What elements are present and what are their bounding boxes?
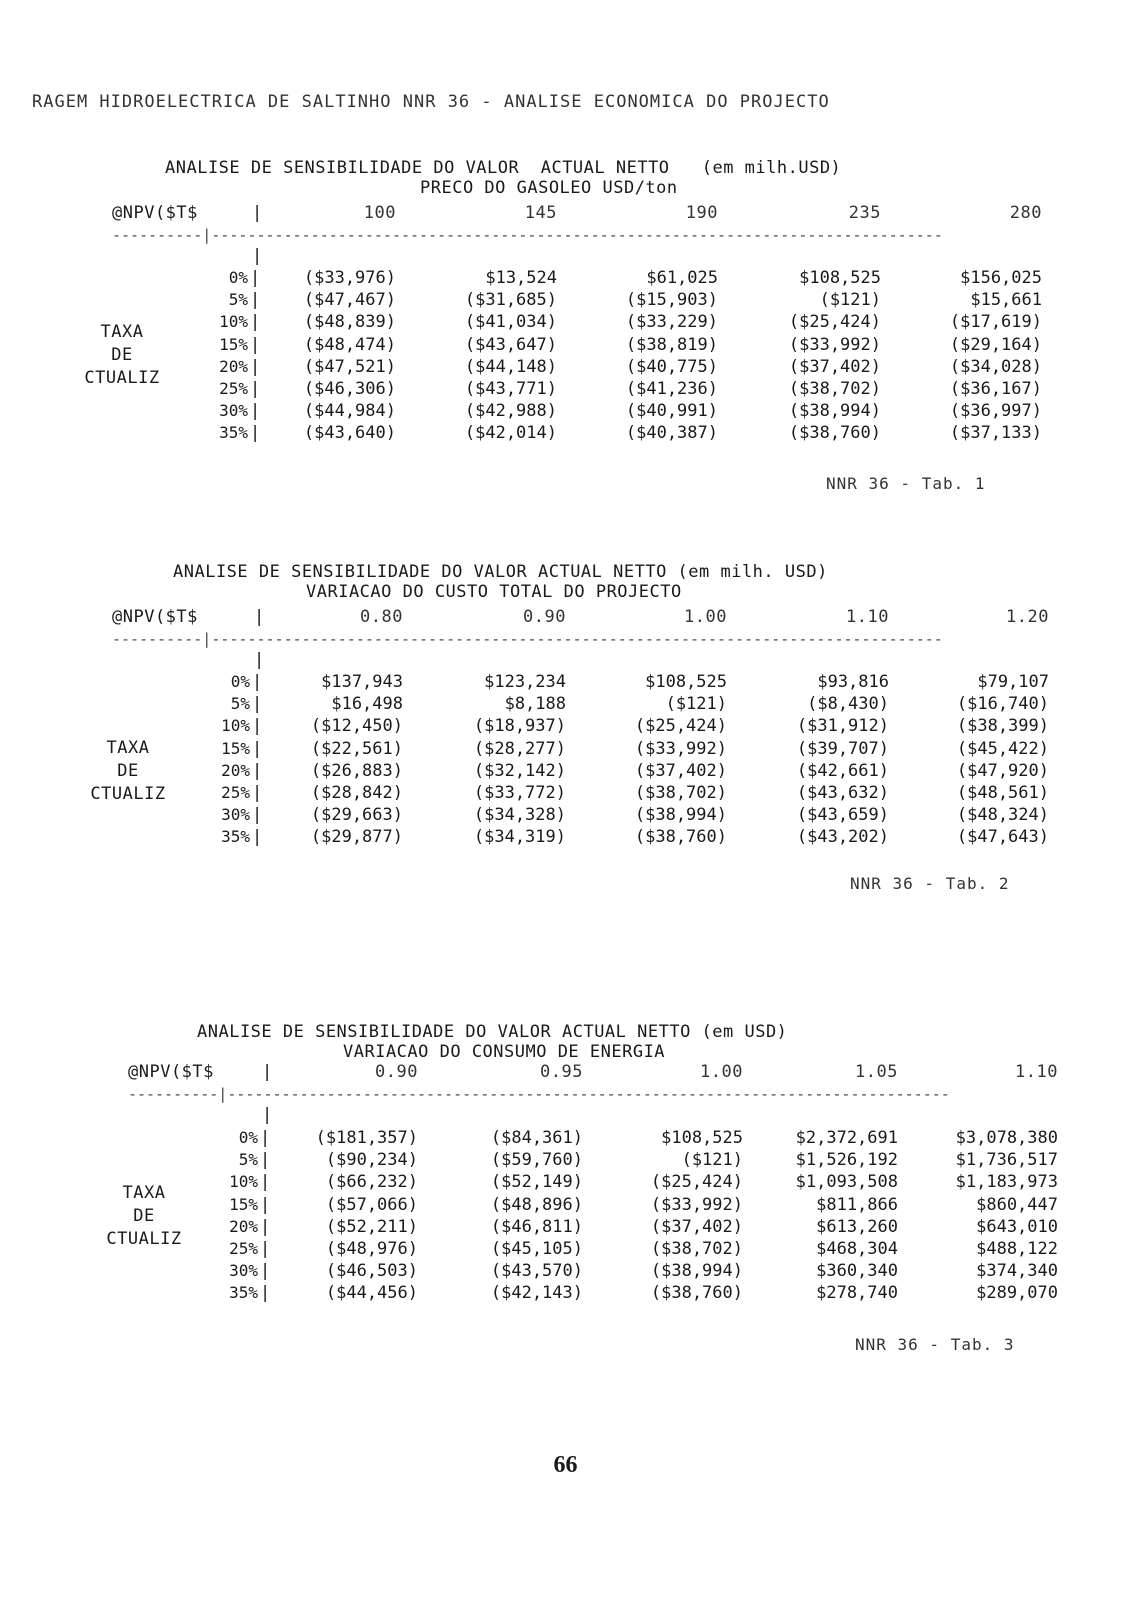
header-separator: |	[254, 607, 265, 627]
table-title: ANALISE DE SENSIBILIDADE DO VALOR ACTUAL NETTO (em milh.USD)	[165, 158, 842, 178]
rate-separator: |	[260, 1172, 271, 1193]
table-cell: $360,340	[816, 1261, 898, 1282]
rate-label: 15%	[221, 738, 250, 758]
side-label: CTUALIZ	[106, 1229, 182, 1249]
table-footer: NNR 36 - Tab. 1	[826, 474, 986, 493]
side-label: DE	[111, 345, 133, 365]
rate-separator: |	[250, 423, 261, 444]
rate-separator: |	[260, 1261, 271, 1282]
table-cell: ($25,424)	[634, 716, 727, 737]
table-cell: ($33,772)	[473, 783, 566, 803]
column-header: 280	[1009, 203, 1042, 223]
table-cell: ($44,148)	[464, 356, 557, 377]
rate-separator: |	[250, 268, 261, 288]
table-cell: $108,525	[799, 268, 881, 288]
column-header: 0.90	[375, 1062, 418, 1082]
table-cell: $289,070	[976, 1283, 1058, 1304]
table-title: ANALISE DE SENSIBILIDADE DO VALOR ACTUAL NETTO (em milh. USD)	[173, 562, 828, 582]
rate-label: 25%	[221, 783, 250, 802]
rate-label: 5%	[238, 1150, 258, 1170]
side-label: CTUALIZ	[84, 368, 160, 388]
rate-separator: |	[252, 783, 263, 803]
table-title: ANALISE DE SENSIBILIDADE DO VALOR ACTUAL NETTO (em USD)	[197, 1022, 788, 1042]
table-cell: ($34,328)	[473, 805, 566, 826]
table-subtitle: VARIACAO DO CUSTO TOTAL DO PROJECTO	[306, 582, 682, 602]
column-header: 0.80	[360, 607, 403, 627]
column-header: 1.05	[855, 1062, 898, 1082]
rate-label: 0%	[230, 672, 250, 691]
rate-separator: |	[252, 805, 263, 826]
table-cell: ($8,430)	[807, 694, 889, 715]
table-cell: $61,025	[646, 268, 718, 288]
table-cell: ($59,760)	[490, 1150, 583, 1171]
table-cell: ($33,992)	[788, 334, 881, 355]
row-header-label: @NPV($T$	[112, 607, 198, 627]
rate-label: 10%	[229, 1172, 258, 1192]
table-cell: ($38,994)	[634, 805, 727, 826]
side-label: DE	[117, 761, 139, 781]
row-separator: |	[254, 650, 265, 670]
side-label: TAXA	[100, 322, 144, 342]
column-header: 235	[848, 203, 881, 223]
row-separator: |	[262, 1105, 273, 1125]
table-cell: ($84,361)	[490, 1128, 583, 1148]
table-cell: ($47,467)	[303, 290, 396, 311]
rate-label: 15%	[229, 1194, 258, 1214]
table-subtitle: VARIACAO DO CONSUMO DE ENERGIA	[343, 1042, 666, 1062]
table-cell: ($47,521)	[303, 356, 396, 377]
table-cell: $374,340	[976, 1261, 1058, 1282]
column-header: 1.00	[684, 607, 727, 627]
table-cell: ($28,277)	[473, 738, 566, 759]
table-cell: ($43,202)	[796, 827, 889, 848]
table-cell: $8,188	[504, 694, 566, 715]
table-cell: ($48,839)	[303, 312, 396, 333]
table-cell: ($52,211)	[325, 1216, 418, 1237]
column-header: 190	[685, 203, 718, 223]
rate-separator: |	[250, 401, 261, 422]
table-cell: ($38,702)	[788, 379, 881, 399]
rate-separator: |	[250, 379, 261, 399]
table-cell: ($43,632)	[796, 783, 889, 803]
table-cell: ($45,422)	[956, 738, 1049, 759]
header-rule: ----------|--------------------------------------------------------------------------------	[128, 1085, 950, 1103]
column-header: 0.95	[540, 1062, 583, 1082]
table-cell: ($46,811)	[490, 1216, 583, 1237]
table-cell: $1,183,973	[955, 1172, 1058, 1193]
column-header: 100	[363, 203, 396, 223]
rate-label: 35%	[229, 1283, 258, 1303]
table-cell: ($121)	[819, 290, 881, 311]
table-cell: ($29,164)	[949, 334, 1042, 355]
table-cell: $13,524	[485, 268, 557, 288]
table-cell: ($48,561)	[956, 783, 1049, 803]
table-cell: $123,234	[484, 672, 566, 692]
column-header: 145	[524, 203, 557, 223]
table-cell: ($38,994)	[650, 1261, 743, 1282]
table-cell: ($121)	[665, 694, 727, 715]
table-cell: ($29,663)	[310, 805, 403, 826]
rate-label: 5%	[228, 290, 248, 310]
table-cell: $79,107	[977, 672, 1049, 692]
table-cell: ($43,640)	[303, 423, 396, 444]
rate-label: 15%	[219, 334, 248, 354]
table-cell: $137,943	[321, 672, 403, 692]
table-cell: ($38,760)	[634, 827, 727, 848]
table-cell: ($36,167)	[949, 379, 1042, 399]
rate-separator: |	[252, 827, 263, 848]
table-cell: $468,304	[816, 1239, 898, 1259]
table-cell: ($22,561)	[310, 738, 403, 759]
side-label: DE	[133, 1206, 155, 1226]
rate-separator: |	[250, 290, 261, 311]
rate-label: 20%	[219, 356, 248, 376]
rate-label: 20%	[229, 1216, 258, 1236]
table-cell: ($52,149)	[490, 1172, 583, 1193]
table-cell: $15,661	[970, 290, 1042, 311]
table-cell: ($121)	[681, 1150, 743, 1171]
table-footer: NNR 36 - Tab. 2	[850, 874, 1010, 893]
table-cell: $1,736,517	[955, 1150, 1058, 1171]
table-cell: ($31,685)	[464, 290, 557, 311]
table-cell: $93,816	[817, 672, 889, 692]
rate-label: 10%	[219, 312, 248, 332]
table-cell: ($40,991)	[625, 401, 718, 422]
table-cell: ($42,014)	[464, 423, 557, 444]
table-cell: ($44,984)	[303, 401, 396, 422]
table-cell: ($46,503)	[325, 1261, 418, 1282]
table-cell: ($38,702)	[634, 783, 727, 803]
table-cell: ($38,399)	[956, 716, 1049, 737]
table-cell: ($41,236)	[625, 379, 718, 399]
side-label: TAXA	[106, 738, 150, 758]
table-cell: ($43,771)	[464, 379, 557, 399]
table-cell: ($37,402)	[788, 356, 881, 377]
table-cell: ($42,661)	[796, 760, 889, 781]
table-cell: ($34,028)	[949, 356, 1042, 377]
rate-separator: |	[250, 334, 261, 355]
column-header: 0.90	[523, 607, 566, 627]
table-cell: $1,526,192	[795, 1150, 898, 1171]
table-cell: ($37,133)	[949, 423, 1042, 444]
table-cell: ($43,659)	[796, 805, 889, 826]
table-cell: $1,093,508	[795, 1172, 898, 1193]
row-header-label: @NPV($T$	[112, 203, 198, 223]
table-cell: $643,010	[976, 1216, 1058, 1237]
table-cell: $2,372,691	[795, 1128, 898, 1148]
table-cell: ($15,903)	[625, 290, 718, 311]
rate-label: 10%	[221, 716, 250, 736]
table-cell: ($45,105)	[490, 1239, 583, 1259]
rate-separator: |	[260, 1128, 271, 1148]
table-cell: ($47,643)	[956, 827, 1049, 848]
table-cell: ($17,619)	[949, 312, 1042, 333]
rate-separator: |	[252, 716, 263, 737]
rate-separator: |	[252, 672, 263, 692]
table-cell: ($40,775)	[625, 356, 718, 377]
table-cell: ($43,647)	[464, 334, 557, 355]
table-cell: ($26,883)	[310, 760, 403, 781]
table-cell: ($181,357)	[315, 1128, 418, 1148]
table-cell: ($36,997)	[949, 401, 1042, 422]
header-separator: |	[252, 203, 263, 223]
table-cell: ($48,324)	[956, 805, 1049, 826]
table-cell: ($25,424)	[788, 312, 881, 333]
table-cell: ($48,976)	[325, 1239, 418, 1259]
rate-label: 35%	[219, 423, 248, 443]
table-cell: ($66,232)	[325, 1172, 418, 1193]
table-cell: ($33,992)	[634, 738, 727, 759]
table-cell: ($38,760)	[650, 1283, 743, 1304]
table-cell: ($43,570)	[490, 1261, 583, 1282]
table-cell: ($31,912)	[796, 716, 889, 737]
table-cell: ($38,760)	[788, 423, 881, 444]
column-header: 1.10	[1015, 1062, 1058, 1082]
side-label: CTUALIZ	[90, 784, 166, 804]
table-cell: ($46,306)	[303, 379, 396, 399]
rate-label: 30%	[219, 401, 248, 421]
table-subtitle: PRECO DO GASOLEO USD/ton	[420, 178, 678, 198]
table-cell: ($33,976)	[303, 268, 396, 288]
table-cell: ($48,896)	[490, 1194, 583, 1215]
table-cell: ($42,143)	[490, 1283, 583, 1304]
table-cell: $3,078,380	[955, 1128, 1058, 1148]
rate-separator: |	[252, 760, 263, 781]
table-cell: $613,260	[816, 1216, 898, 1237]
table-cell: ($18,937)	[473, 716, 566, 737]
table-cell: $488,122	[976, 1239, 1058, 1259]
rate-separator: |	[250, 312, 261, 333]
table-cell: $108,525	[661, 1128, 743, 1148]
table-cell: ($41,034)	[464, 312, 557, 333]
table-cell: ($28,842)	[310, 783, 403, 803]
table-cell: ($32,142)	[473, 760, 566, 781]
row-separator: |	[252, 246, 263, 266]
table-cell: $278,740	[816, 1283, 898, 1304]
rate-separator: |	[252, 694, 263, 715]
rate-separator: |	[260, 1216, 271, 1237]
rate-separator: |	[260, 1239, 271, 1259]
rate-label: 20%	[221, 760, 250, 780]
table-cell: ($16,740)	[956, 694, 1049, 715]
table-cell: ($38,994)	[788, 401, 881, 422]
header-separator: |	[262, 1062, 273, 1082]
header-rule: ----------|---------------------------------------------------------------------------------	[112, 630, 943, 648]
rate-label: 30%	[221, 805, 250, 825]
table-cell: ($12,450)	[310, 716, 403, 737]
rate-label: 30%	[229, 1261, 258, 1281]
rate-separator: |	[252, 738, 263, 759]
table-cell: ($38,702)	[650, 1239, 743, 1259]
table-cell: $811,866	[816, 1194, 898, 1215]
table-cell: ($33,229)	[625, 312, 718, 333]
side-label: TAXA	[122, 1183, 166, 1203]
table-cell: ($34,319)	[473, 827, 566, 848]
table-cell: ($44,456)	[325, 1283, 418, 1304]
table-cell: ($40,387)	[625, 423, 718, 444]
table-cell: ($47,920)	[956, 760, 1049, 781]
table-footer: NNR 36 - Tab. 3	[855, 1335, 1015, 1354]
table-cell: $860,447	[976, 1194, 1058, 1215]
rate-separator: |	[260, 1283, 271, 1304]
document-header: RAGEM HIDROELECTRICA DE SALTINHO NNR 36 - ANALISE ECONOMICA DO PROJECTO	[32, 92, 830, 112]
table-cell: ($57,066)	[325, 1194, 418, 1215]
rate-separator: |	[260, 1194, 271, 1215]
column-header: 1.10	[846, 607, 889, 627]
table-cell: $156,025	[960, 268, 1042, 288]
rate-separator: |	[250, 356, 261, 377]
table-cell: ($37,402)	[634, 760, 727, 781]
rate-label: 35%	[221, 827, 250, 847]
table-cell: ($90,234)	[325, 1150, 418, 1171]
table-cell: ($33,992)	[650, 1194, 743, 1215]
table-cell: ($48,474)	[303, 334, 396, 355]
rate-label: 0%	[228, 268, 248, 287]
table-cell: ($25,424)	[650, 1172, 743, 1193]
column-header: 1.00	[700, 1062, 743, 1082]
table-cell: ($42,988)	[464, 401, 557, 422]
table-cell: ($39,707)	[796, 738, 889, 759]
table-cell: $16,498	[331, 694, 403, 715]
table-cell: $108,525	[645, 672, 727, 692]
rate-separator: |	[260, 1150, 271, 1171]
rate-label: 25%	[229, 1239, 258, 1258]
rate-label: 25%	[219, 379, 248, 398]
page-number: 66	[553, 1452, 578, 1478]
table-cell: ($29,877)	[310, 827, 403, 848]
header-rule: ----------|---------------------------------------------------------------------------------	[112, 226, 943, 244]
rate-label: 0%	[238, 1128, 258, 1147]
column-header: 1.20	[1006, 607, 1049, 627]
row-header-label: @NPV($T$	[128, 1062, 214, 1082]
rate-label: 5%	[230, 694, 250, 714]
table-cell: ($37,402)	[650, 1216, 743, 1237]
table-cell: ($38,819)	[625, 334, 718, 355]
